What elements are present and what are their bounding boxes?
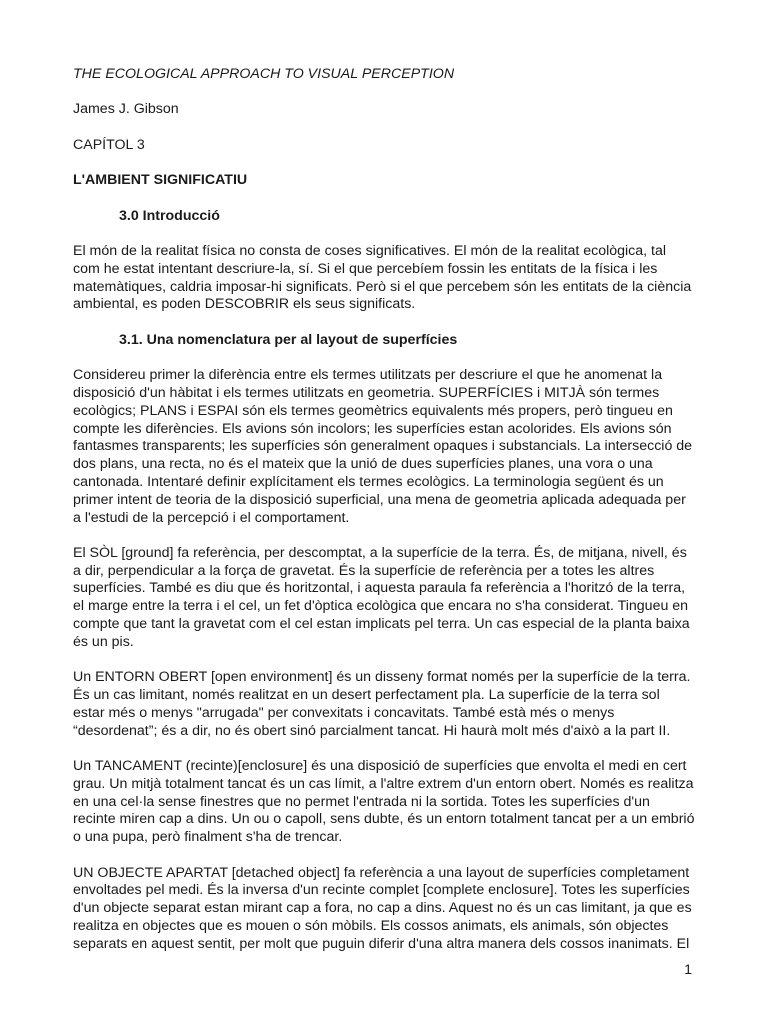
text-line: primer intent de teoria de la disposició superficial, una mena de geometria aplicada adequada per xyxy=(73,491,686,508)
text-line: a dir, perpendicular a la força de gravetat. És la superfície de referència per a totes les altres xyxy=(73,562,655,579)
paragraph xyxy=(73,243,695,314)
chapter-label: CAPÍTOL 3 xyxy=(73,136,145,153)
text-line: recinte miren cap a dins. Un ou o capoll, sens dubte, és un entorn totalment tancat per a un embrió xyxy=(73,811,695,828)
text-line: cantonada. Intentaré definir explícitament els termes ecològics. La terminologia següent és un xyxy=(73,473,664,490)
text-line: com he estat intentant descriure-la, sí. Si el que percebíem fossin les entitats de la física i les xyxy=(73,260,658,277)
document-page xyxy=(73,66,695,971)
text-line: en una cel·la sense finestres que no permet l'entrada ni la sortida. Totes les superfícies d'un xyxy=(73,793,650,810)
text-line: compte les diferències. Els avions són incolors; les superfícies estan acolorides. Els avions són xyxy=(73,420,672,437)
text-line: ambiental, es poden DESCOBRIR els seus significats. xyxy=(73,296,416,313)
text-line: d'un objecte separat estan mirant cap a fora, no cap a dins. Aquest no és un cas limitant, ja que es xyxy=(73,900,692,917)
paragraph xyxy=(73,865,695,954)
text-line: El món de la realitat física no consta de coses significatives. El món de la realitat ecològica, tal xyxy=(73,242,667,259)
section-heading-nomenclature: 3.1. Una nomenclatura per al layout de superfícies xyxy=(119,331,458,348)
paragraph xyxy=(73,758,695,847)
page-number: 1 xyxy=(684,962,692,978)
text-line: dos plans, una recta, no és el mateix que la unió de dues superfícies planes, una vora o una xyxy=(73,456,653,473)
text-line: superfícies. També es diu que és horitzontal, i aquesta paraula fa referència a l'horitzó de la terra, xyxy=(73,580,686,597)
paragraph xyxy=(73,545,695,652)
text-line: separats en aquest sentit, per molt que puguin diferir d'una altra manera dels cossos inanimats. El xyxy=(73,935,690,952)
text-line: Considereu primer la diferència entre els termes utilitzats per descriure el que he anomenat la xyxy=(73,367,663,384)
text-line: Un ENTORN OBERT [open environment] és un disseny format només per la superfície de la terra. xyxy=(73,669,691,686)
paragraph xyxy=(73,367,695,527)
text-line: estar més o menys "arrugada" per convexitats i concavitats. També està més o menys xyxy=(73,704,615,721)
text-line: UN OBJECTE APARTAT [detached object] fa referència a una layout de superfícies completament xyxy=(73,864,690,881)
section-heading-introduction: 3.0 Introducció xyxy=(119,207,220,224)
text-line: fantasmes transparents; les superfícies són generalment opaques i substancials. La intersecció de xyxy=(73,438,693,455)
book-title: THE ECOLOGICAL APPROACH TO VISUAL PERCEPTION xyxy=(73,66,455,82)
text-line: compte que tant la gravetat com el cel estan implicats pel terra. Un cas especial de la planta baixa xyxy=(73,616,690,633)
text-line: realitza en objectes que es mouen o són mòbils. Els cossos animats, els animals, són objectes xyxy=(73,918,669,935)
text-line: Un TANCAMENT (recinte)[enclosure] és una disposició de superfícies que envolta el medi en cert xyxy=(73,758,687,775)
text-line: “desordenat”; és a dir, no és obert sinó parcialment tancat. Hi haurà molt més d'això a la part II. xyxy=(73,722,671,739)
author-name: James J. Gibson xyxy=(73,101,179,118)
text-line: el marge entre la terra i el cel, un fet d'òptica ecològica que encara no s'ha considerat. Tingueu en xyxy=(73,598,689,615)
text-line: a l'estudi de la percepció i el comportament. xyxy=(73,509,350,526)
text-line: envoltades pel medi. És la inversa d'un recinte complet [complete enclosure]. Totes les superfícies xyxy=(73,882,690,899)
text-line: disposició d'un hàbitat i els termes utilitzats en geometria. SUPERFÍCIES i MITJÀ són termes xyxy=(73,384,660,401)
text-line: El SÒL [ground] fa referència, per descomptat, a la superfície de la terra. És, de mitjana, nivell, és xyxy=(73,544,687,561)
text-line: ecològics; PLANS i ESPAI són els termes geomètrics equivalents més propers, però tingueu en xyxy=(73,402,673,419)
text-line: o una pupa, però finalment s'ha de trencar. xyxy=(73,829,343,846)
text-line: És un cas limitant, només realitzat en un desert perfectament pla. La superfície de la terra sol xyxy=(73,687,660,704)
paragraph xyxy=(73,669,695,740)
text-line: és un pis. xyxy=(73,633,134,650)
chapter-title: L'AMBIENT SIGNIFICATIU xyxy=(73,172,248,189)
text-line: matemàtiques, caldria imposar-hi significats. Però si el que percebem són les entitats de la ciència xyxy=(73,278,692,295)
text-line: grau. Un mitjà totalment tancat és un cas límit, a l'altre extrem d'un entorn obert. Només es realitza xyxy=(73,775,694,792)
